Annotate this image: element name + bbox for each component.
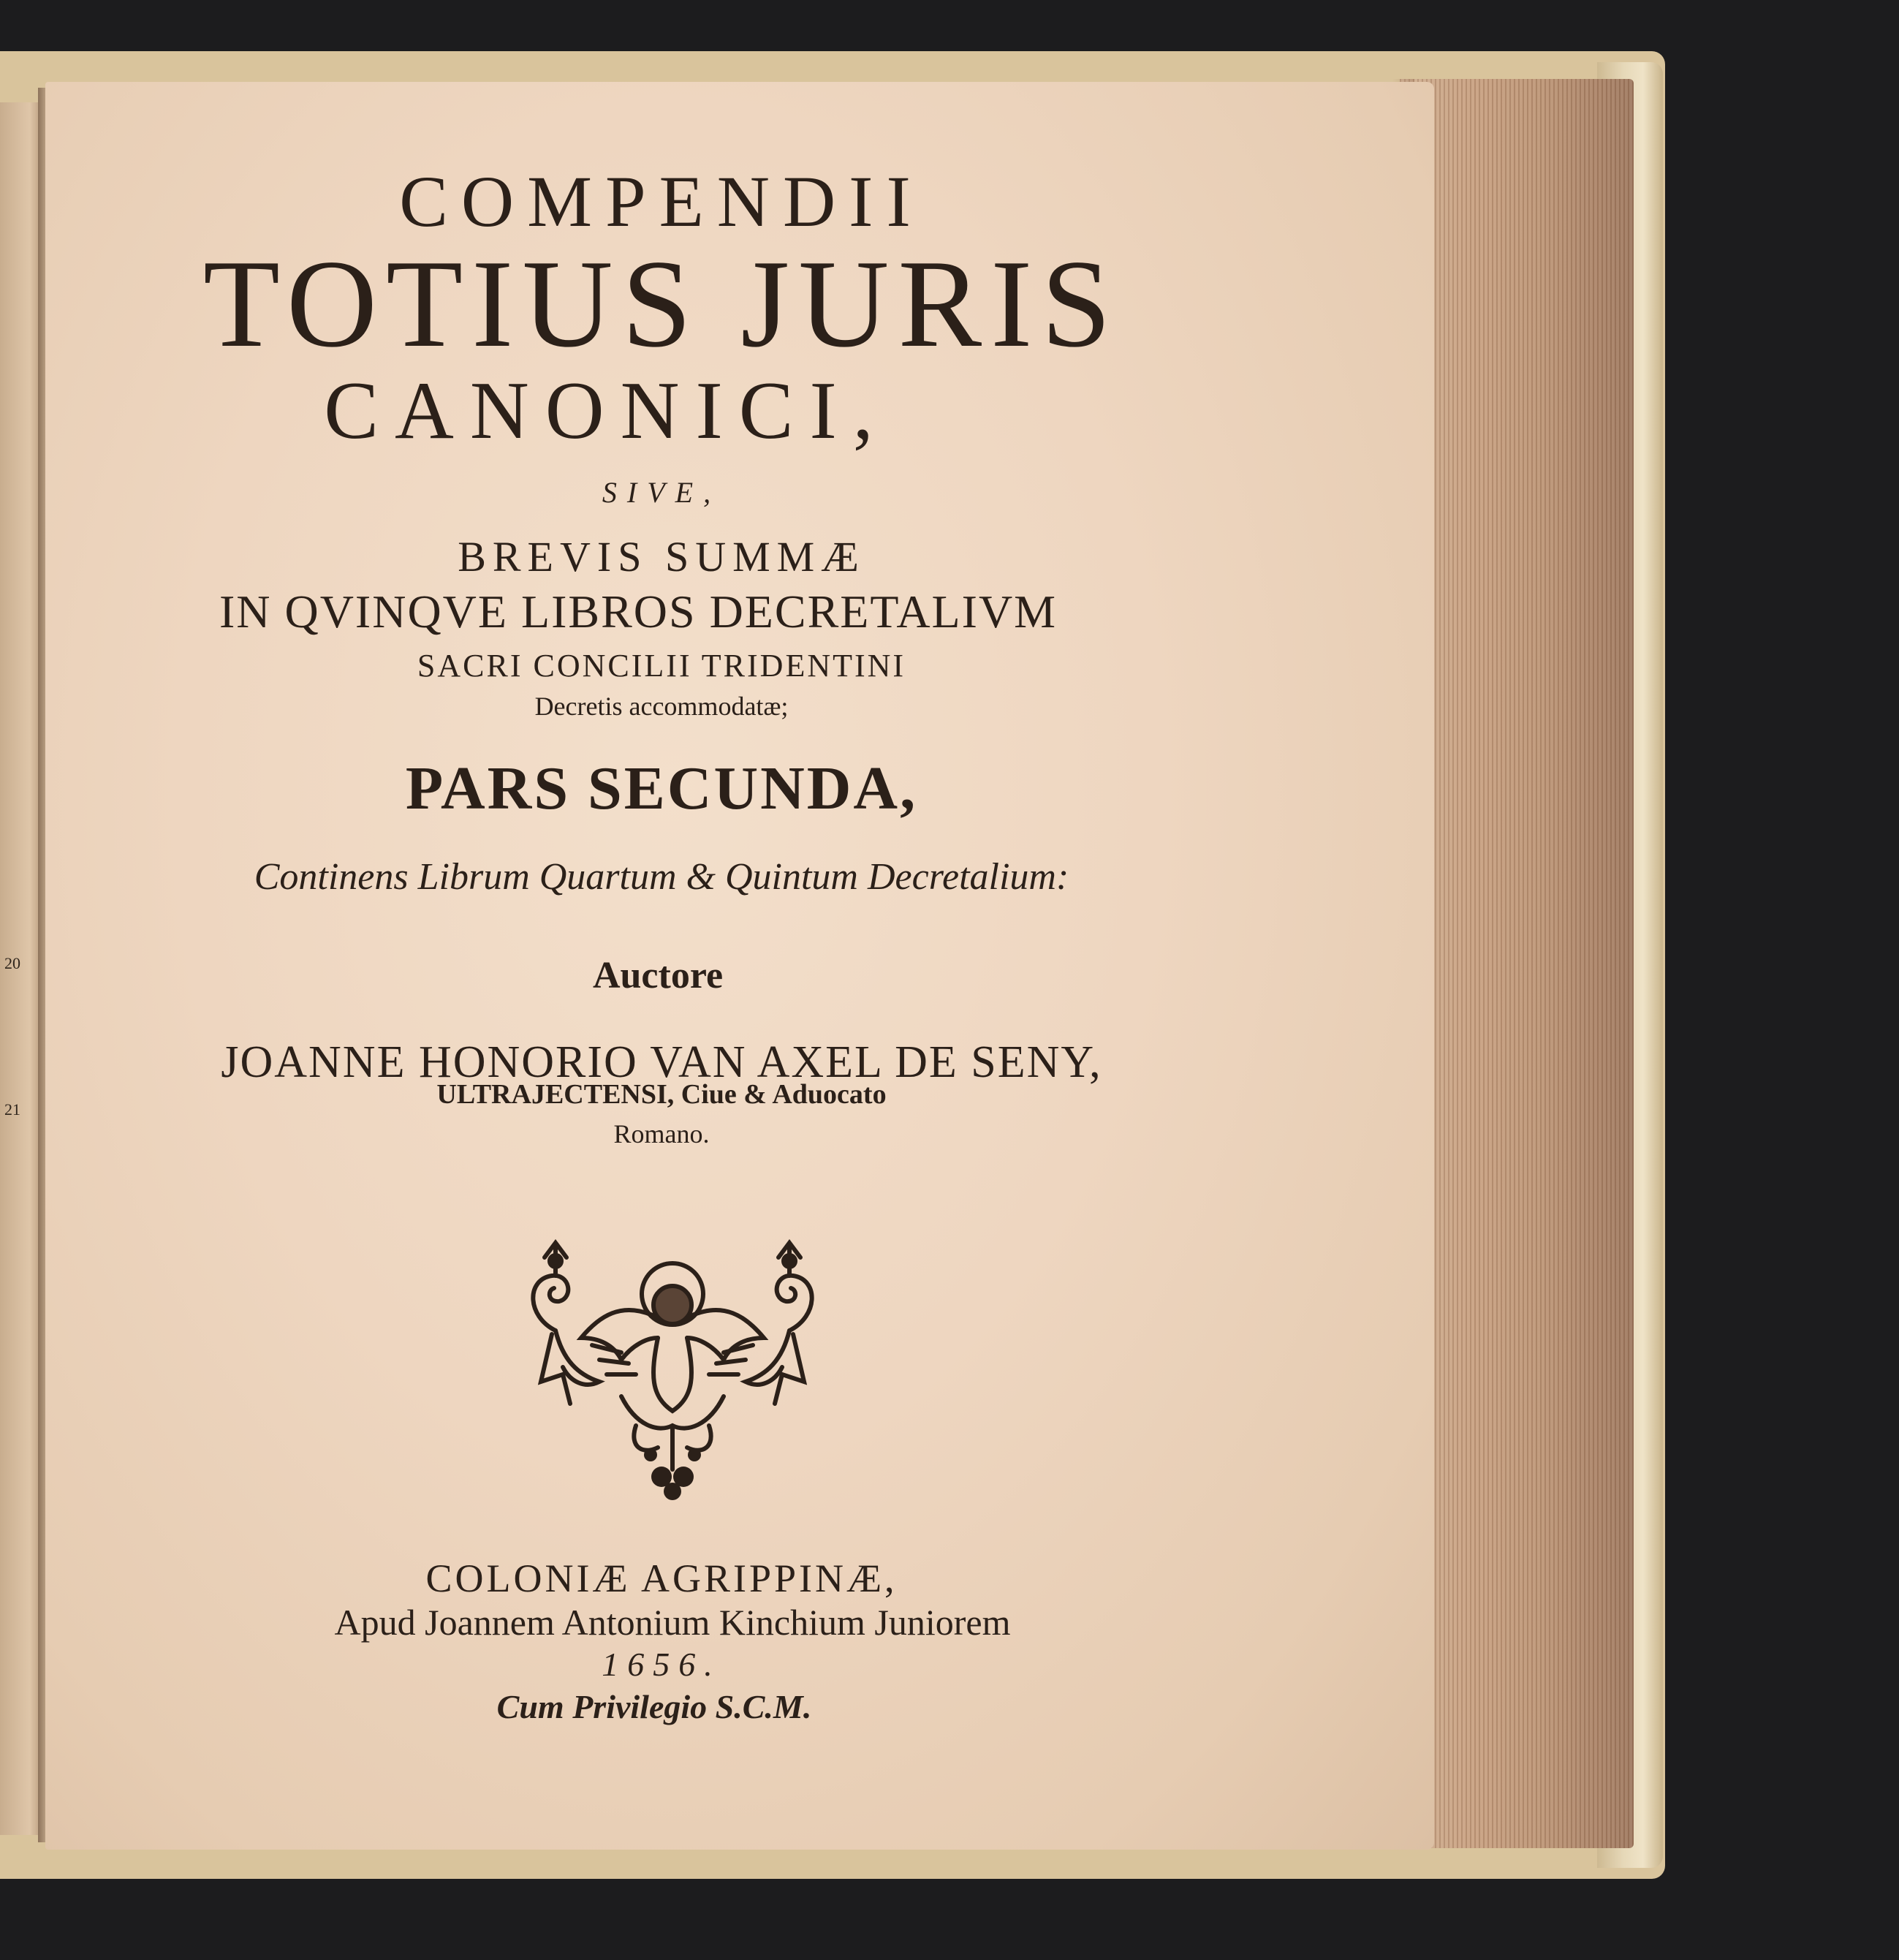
title-line-brevis-summae: BREVIS SUMMÆ [458,533,865,580]
imprint-place: COLONIÆ AGRIPPINÆ, [425,1556,898,1600]
imprint-printer: Apud Joannem Antonium Kinchium Juniorem [334,1602,1011,1643]
imprint-privilege: Cum Privilegio S.C.M. [496,1688,812,1725]
margin-number: 21 [4,1100,20,1119]
printers-ornament [512,1236,833,1506]
title-line-continens: Continens Librum Quartum & Quintum Decretalium: [254,856,1069,898]
imprint-year: 1656. [602,1646,721,1683]
title-line-compendii: COMPENDII [399,161,924,242]
title-line-auctore: Auctore [592,955,724,996]
title-line-canonici: CANONICI, [324,366,890,456]
margin-number: 20 [4,954,20,972]
title-line-pars-secunda: PARS SECUNDA, [405,754,918,822]
author-romano: Romano. [613,1119,710,1149]
page-stack-fore-edge [1400,79,1634,1848]
title-line-sacri-concilii: SACRI CONCILII TRIDENTINI [417,648,906,684]
title-line-sive: SIVE, [602,476,721,509]
author-origin: ULTRAJECTENSI, Ciue & Aduocato [436,1079,887,1110]
title-line-decretis: Decretis accommodatæ; [534,692,789,721]
title-line-totius-juris: TOTIUS JURIS [202,235,1121,374]
title-line-in-quinque-libros: IN QVINQVE LIBROS DECRETALIVM [219,586,1058,637]
author-name: JOANNE HONORIO VAN AXEL DE SENY, [221,1037,1102,1087]
